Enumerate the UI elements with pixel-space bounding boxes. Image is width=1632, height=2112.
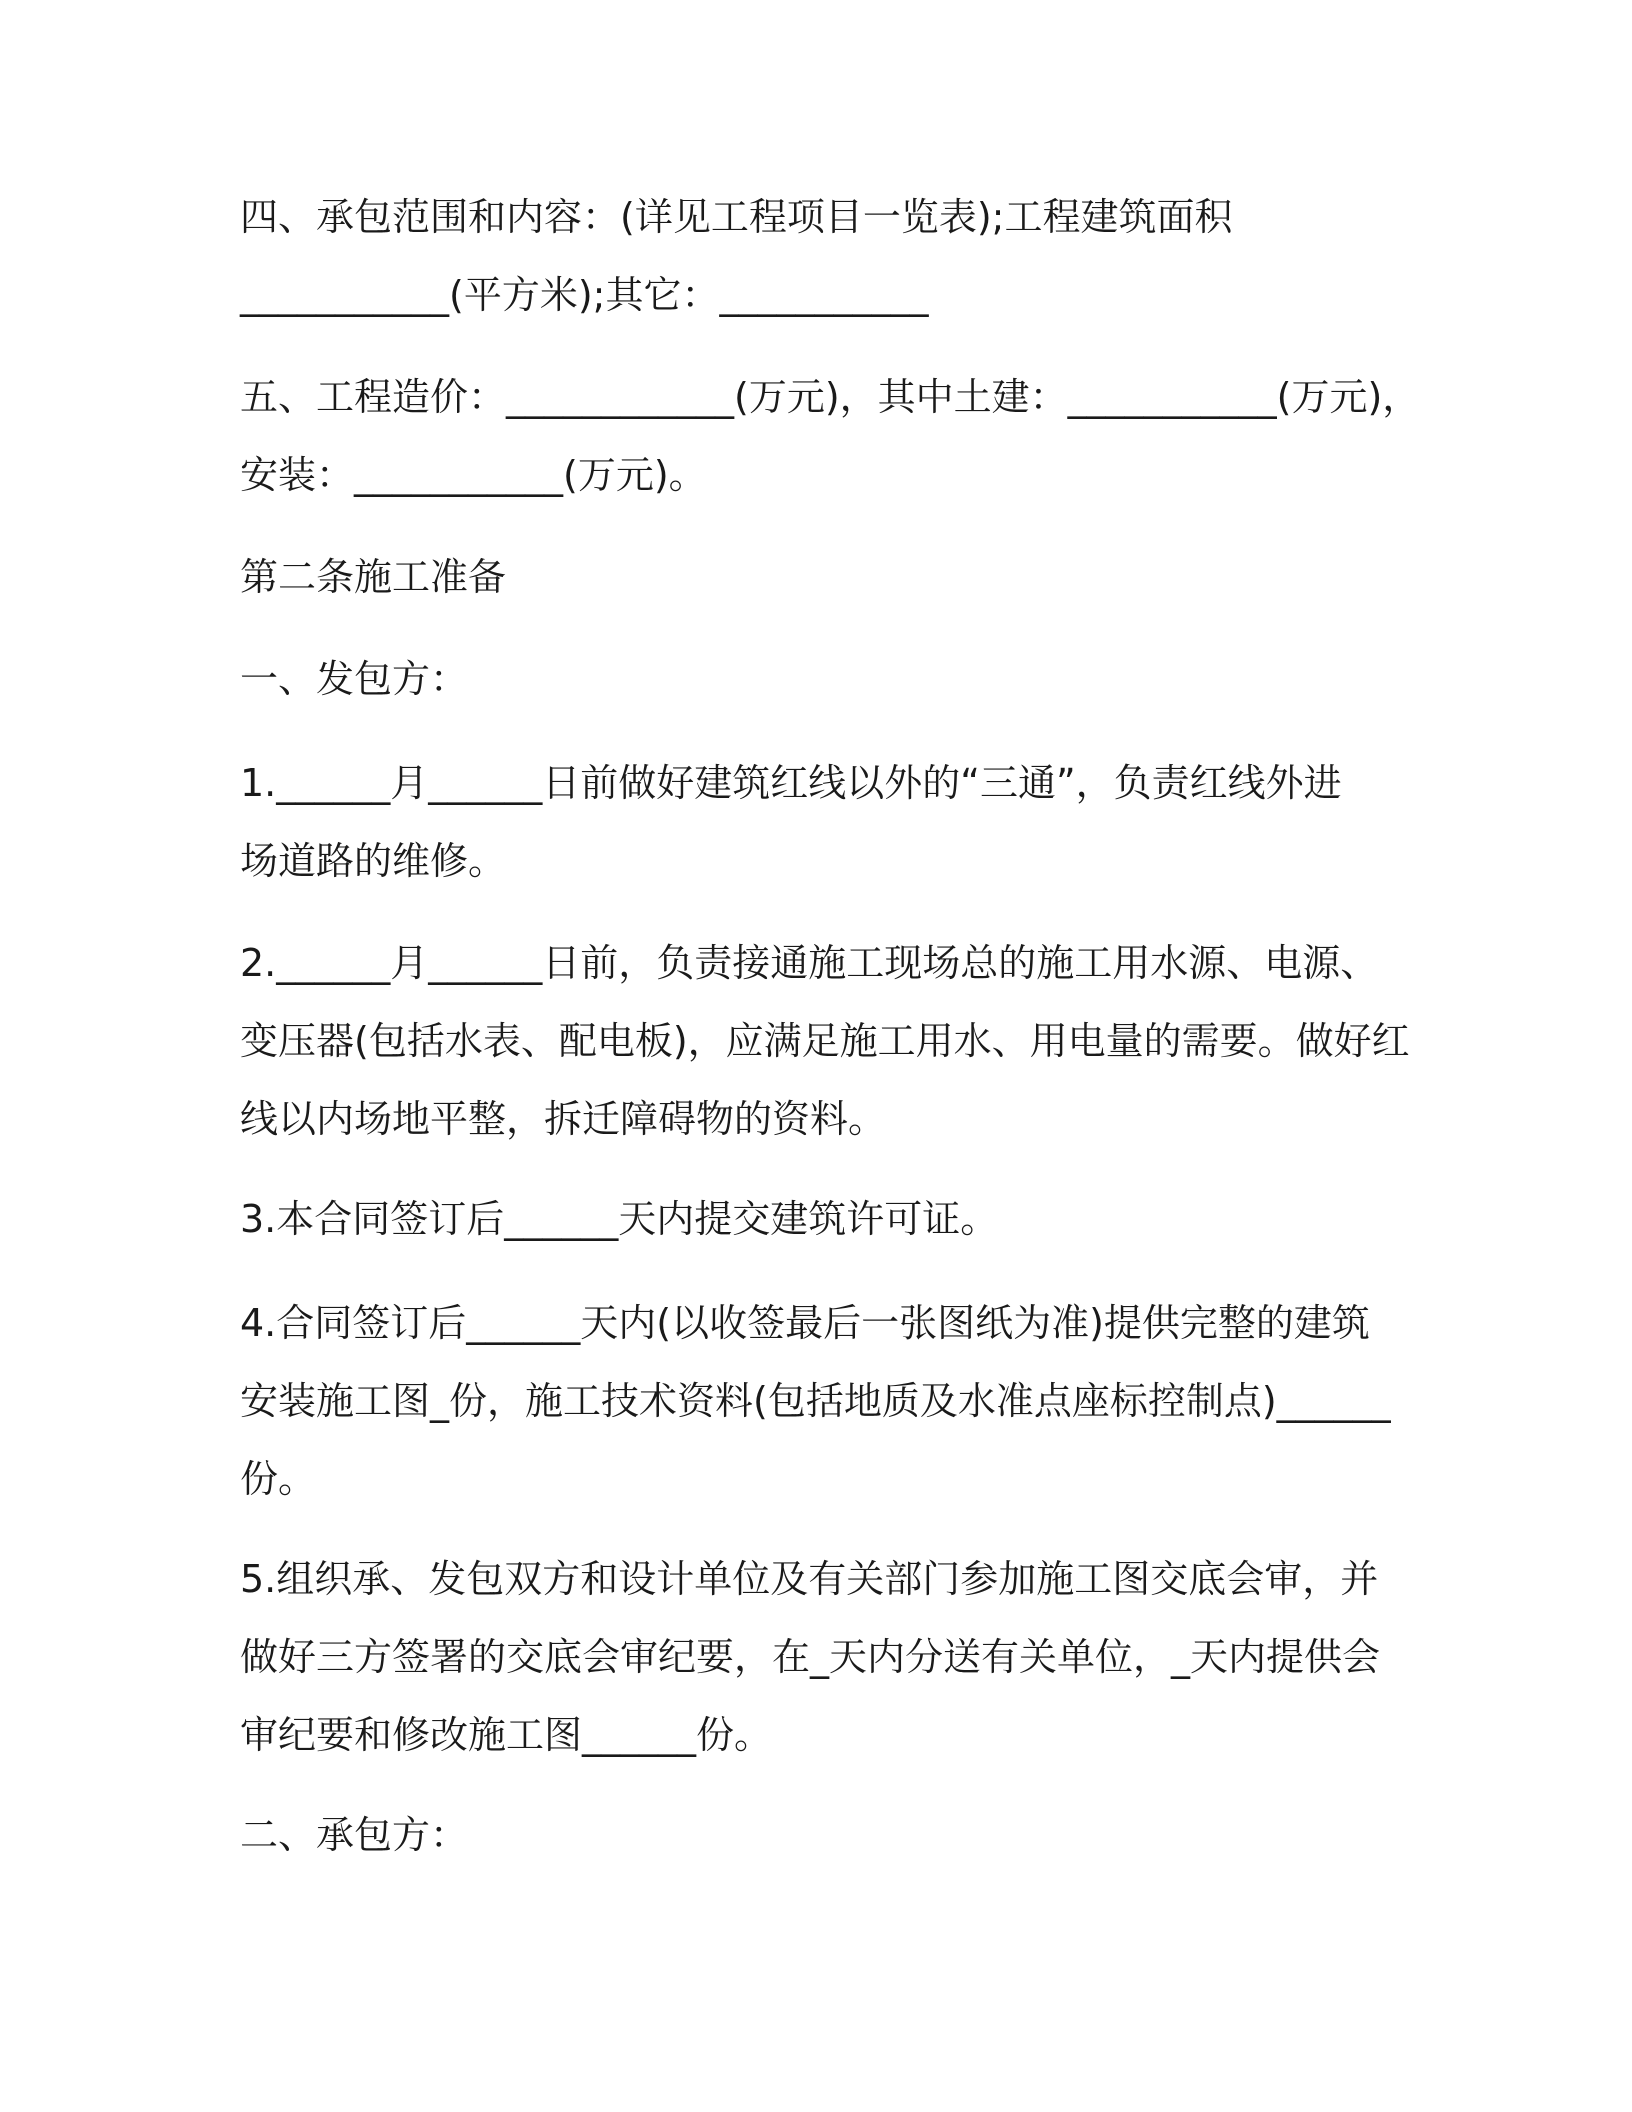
item-3 — [240, 1180, 1400, 1258]
paragraph-cost — [240, 358, 1421, 514]
paragraph-line: 第二条施工准备 — [240, 555, 507, 599]
paragraph-line: 4.合同签订后______天内(以收签最后一张图纸为准)提供完整的建筑 — [240, 1301, 1370, 1345]
paragraph-line: 一、发包方： — [240, 657, 469, 701]
paragraph-line: 审纪要和修改施工图______份。 — [240, 1713, 773, 1757]
paragraph-line: 变压器(包括水表、配电板)，应满足施工用水、用电量的需要。做好红 — [240, 1019, 1410, 1063]
item-1 — [240, 744, 1400, 900]
paragraph-line: 2.______月______日前，负责接通施工现场总的施工用水源、电源、 — [240, 941, 1379, 985]
paragraph-line: 场道路的维修。 — [240, 839, 507, 883]
item-2 — [240, 924, 1410, 1158]
paragraph-line: 二、承包方： — [240, 1813, 469, 1857]
paragraph-line: 线以内场地平整，拆迁障碍物的资料。 — [240, 1097, 887, 1141]
paragraph-line: 3.本合同签订后______天内提交建筑许可证。 — [240, 1197, 999, 1241]
paragraph-line: 安装：___________(万元)。 — [240, 453, 707, 497]
subsection-heading-employer — [240, 640, 1400, 718]
item-5 — [240, 1540, 1400, 1774]
subsection-heading-contractor — [240, 1796, 1400, 1874]
section-heading — [240, 538, 1400, 616]
paragraph-line: 5.组织承、发包双方和设计单位及有关部门参加施工图交底会审，并 — [240, 1557, 1379, 1601]
paragraph-line: 做好三方签署的交底会审纪要，在_天内分送有关单位，_天内提供会 — [240, 1635, 1381, 1679]
paragraph-line: 份。 — [240, 1457, 317, 1501]
paragraph-line: 四、承包范围和内容：(详见工程项目一览表);工程建筑面积 — [240, 195, 1233, 239]
paragraph-line: ___________(平方米);其它：___________ — [240, 273, 929, 317]
paragraph-line: 五、工程造价：____________(万元)，其中土建：___________(万元)， — [240, 375, 1421, 419]
paragraph-line: 安装施工图_份，施工技术资料(包括地质及水准点座标控制点)______ — [240, 1379, 1391, 1423]
item-4 — [240, 1284, 1400, 1518]
paragraph-line: 1.______月______日前做好建筑红线以外的“三通”，负责红线外进 — [240, 761, 1342, 805]
paragraph-scope — [240, 178, 1400, 334]
